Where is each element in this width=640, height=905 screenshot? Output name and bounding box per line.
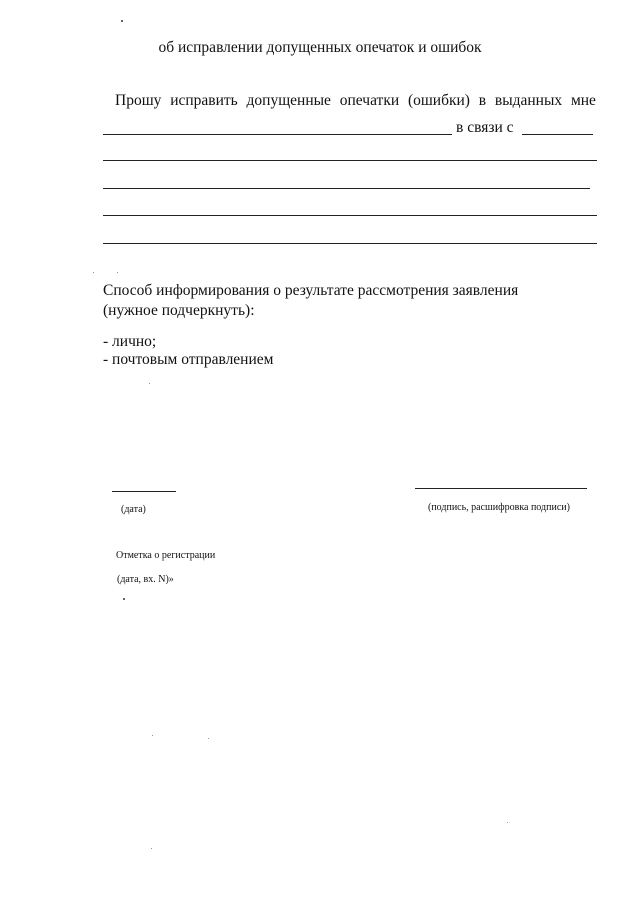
scan-dot bbox=[121, 20, 123, 22]
scan-speck bbox=[149, 383, 150, 384]
in-connection-label: в связи с bbox=[456, 119, 514, 136]
scan-dot bbox=[123, 598, 125, 600]
blank-line[interactable] bbox=[103, 160, 597, 161]
option-by-mail[interactable]: - почтовым отправлением bbox=[103, 351, 274, 368]
notification-hint: (нужное подчеркнуть): bbox=[103, 302, 255, 319]
scan-speck bbox=[93, 272, 94, 273]
request-line bbox=[115, 92, 596, 110]
blank-line[interactable] bbox=[103, 188, 590, 189]
date-caption: (дата) bbox=[121, 504, 146, 515]
request-word: выданных bbox=[494, 92, 563, 109]
notification-method bbox=[103, 281, 518, 321]
scan-speck bbox=[507, 822, 508, 823]
blank-line[interactable] bbox=[103, 243, 597, 244]
signature-line[interactable] bbox=[415, 488, 587, 489]
blank-line-reason[interactable] bbox=[522, 134, 593, 135]
blank-line-document[interactable] bbox=[103, 134, 452, 135]
scan-speck bbox=[152, 735, 153, 736]
scan-speck bbox=[208, 738, 209, 739]
scan-speck bbox=[117, 272, 118, 273]
request-word: Прошу bbox=[115, 92, 162, 109]
request-word: в bbox=[478, 92, 487, 109]
registration-mark: Отметка о регистрации bbox=[116, 550, 216, 561]
request-word: мне bbox=[570, 92, 596, 109]
scan-speck bbox=[151, 848, 152, 849]
request-word: исправить bbox=[170, 92, 238, 109]
notification-heading: Способ информирования о результате рассмотрения заявления bbox=[103, 282, 519, 299]
request-word: (ошибки) bbox=[407, 92, 470, 109]
signature-caption: (подпись, расшифровка подписи) bbox=[428, 502, 570, 513]
request-word: допущенные bbox=[246, 92, 331, 109]
option-in-person[interactable]: - лично; bbox=[103, 333, 157, 350]
request-word: опечатки bbox=[339, 92, 400, 109]
blank-line[interactable] bbox=[103, 215, 597, 216]
date-line[interactable] bbox=[112, 491, 176, 492]
notification-options bbox=[103, 333, 273, 369]
document-title: об исправлении допущенных опечаток и ошибок bbox=[158, 39, 482, 56]
registration-details: (дата, вх. N)» bbox=[117, 574, 174, 585]
